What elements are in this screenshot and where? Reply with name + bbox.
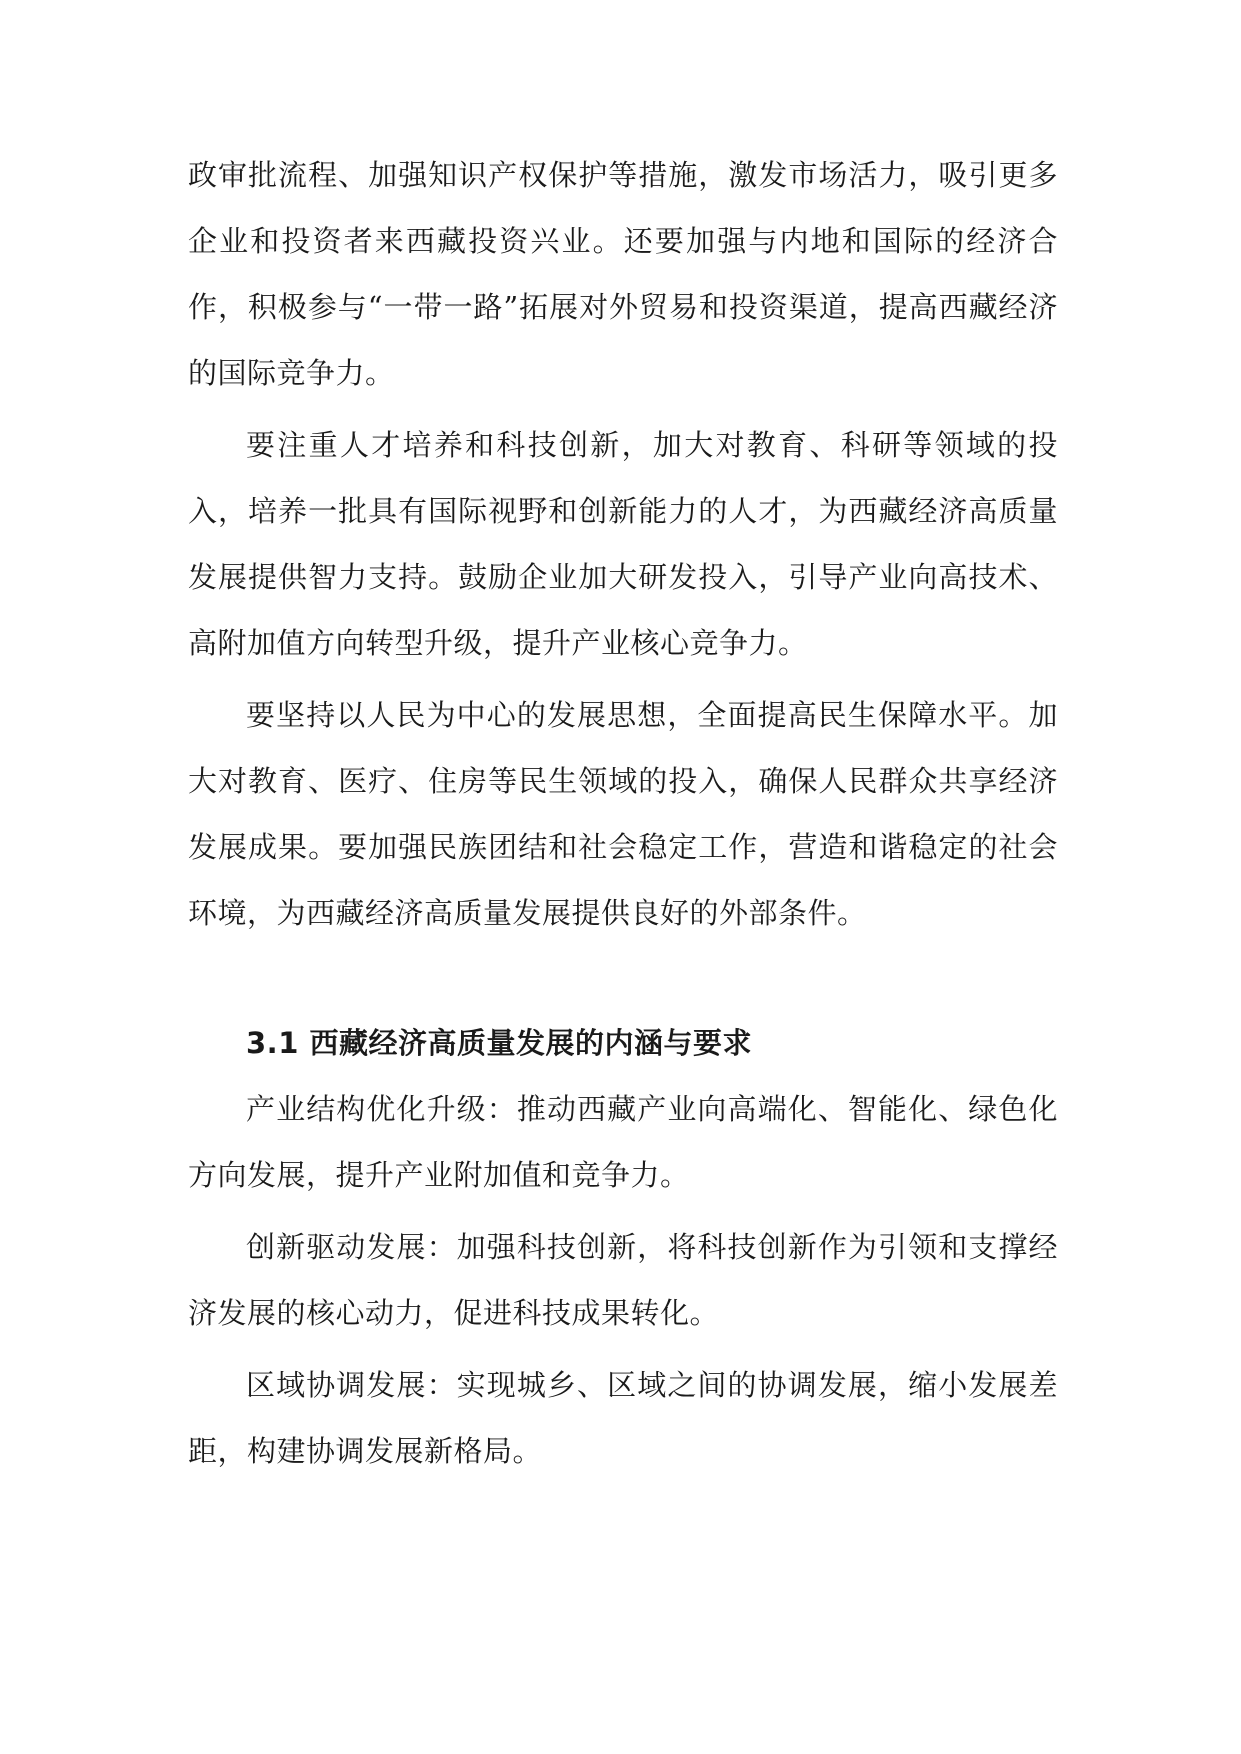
paragraph-industry-upgrade: 产业结构优化升级：推动西藏产业向高端化、智能化、绿色化方向发展，提升产业附加值和竞争力。 xyxy=(188,1092,1058,1192)
section-heading: 3.1 西藏经济高质量发展的内涵与要求 xyxy=(246,1026,752,1060)
document-body xyxy=(188,142,1058,1484)
paragraph-talent-innovation: 要注重人才培养和科技创新，加大对教育、科研等领域的投入，培养一批具有国际视野和创新能力的人才，为西藏经济高质量发展提供智力支持。鼓励企业加大研发投入，引导产业向高技术、高附加值方向转型升级，提升产业核心竞争力。 xyxy=(188,428,1058,660)
paragraph-people-centered: 要坚持以人民为中心的发展思想，全面提高民生保障水平。加大对教育、医疗、住房等民生领域的投入，确保人民群众共享经济发展成果。要加强民族团结和社会稳定工作，营造和谐稳定的社会环境，为西藏经济高质量发展提供良好的外部条件。 xyxy=(188,698,1058,930)
paragraph-innovation-driven: 创新驱动发展：加强科技创新，将科技创新作为引领和支撑经济发展的核心动力，促进科技成果转化。 xyxy=(188,1230,1058,1330)
section-gap xyxy=(188,946,1058,1010)
paragraph-regional-coordination: 区域协调发展：实现城乡、区域之间的协调发展，缩小发展差距，构建协调发展新格局。 xyxy=(188,1368,1058,1468)
paragraph-continued: 政审批流程、加强知识产权保护等措施，激发市场活力，吸引更多企业和投资者来西藏投资兴业。还要加强与内地和国际的经济合作，积极参与“一带一路”拓展对外贸易和投资渠道，提高西藏经济的国际竞争力。 xyxy=(188,158,1058,390)
